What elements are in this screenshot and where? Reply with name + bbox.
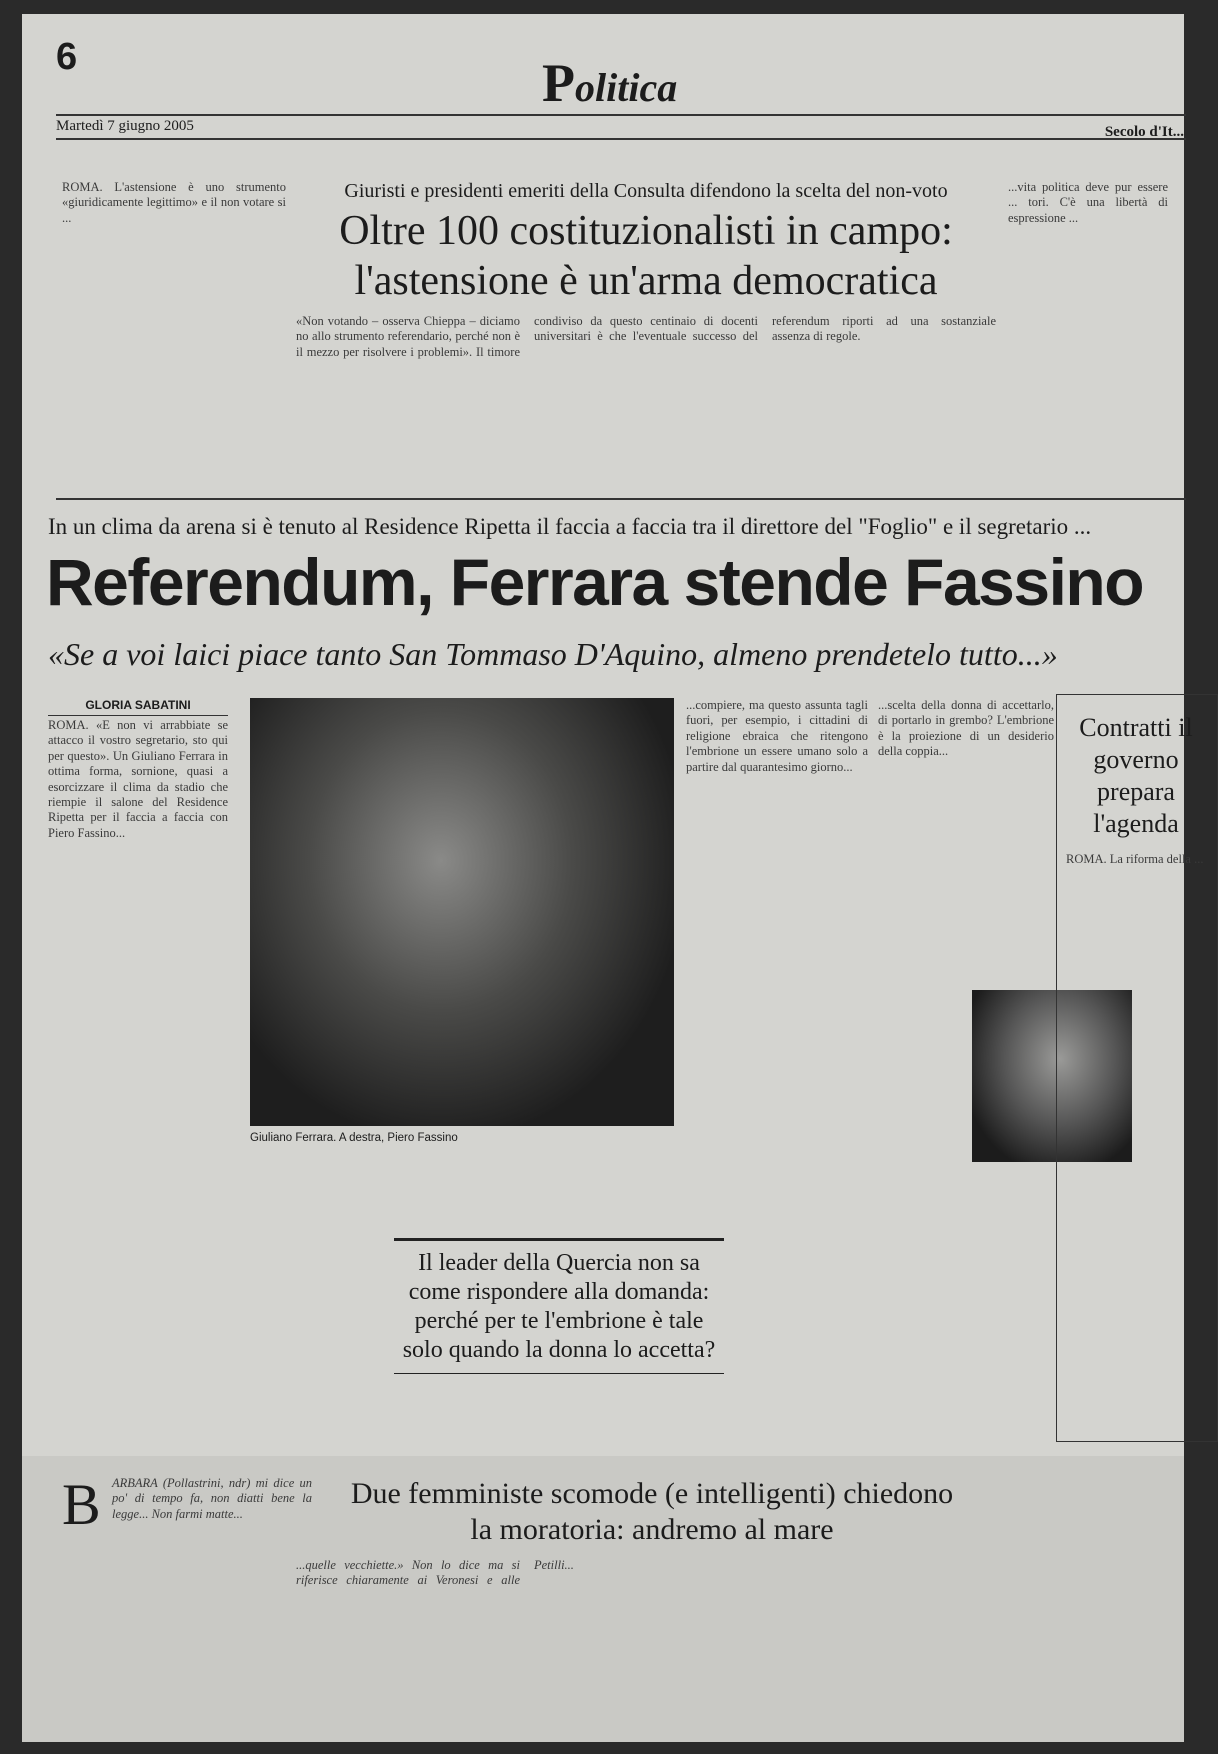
newspaper-page [22,14,1204,1742]
page-number: 6 [56,36,78,78]
bottom-left-column: ARBARA (Pollastrini, ndr) mi dice un po' di tempo fa, non diatti bene la legge... Non farmi matte... [112,1476,312,1521]
top-section-rule [56,498,1186,500]
top-kicker: Giuristi e presidenti emeriti della Consulta difendono la scelta del non-voto [344,180,948,202]
section-initial: P [542,53,575,113]
byline: GLORIA SABATINI [48,698,228,716]
photo-caption: Giuliano Ferrara. A destra, Piero Fassino [250,1132,458,1144]
bottom-headline: Due femministe scomode (e intelligenti) chiedono la moratoria: andremo al mare [350,1477,954,1546]
drop-cap: B [62,1472,101,1537]
main-column-1: ROMA. «E non vi arrabbiate se attacco il vostro segretario, sto qui per questo». Un Giuliano Ferrara in ottima forma, sornione, quasi a esorcizzare il clima da stadio che riempie il salone del Residence Ripetta per il faccia a faccia con Piero Fassino... [48,718,228,840]
section-title [542,52,677,114]
top-article-body: «Non votando – osserva Chieppa – diciamo no allo strumento referendario, perché non è il mezzo per risolvere i problemi». Il timore condiviso da questo centinaio di docenti universitari è che l'eventuale successo del referendum riporti ad una sostanziale assenza di regole. [296,314,996,359]
sidebar-title: Contratti il governo prepara l'agenda [1079,713,1193,838]
pull-quote: Il leader della Quercia non sa come rispondere alla domanda: perché per te l'embrione è tale solo quando la donna lo accetta? [394,1238,724,1374]
section-title-rest: olitica [575,65,678,110]
main-column-mid: ...compiere, ma questo assunta tagli fuori, per esempio, i cittadini di religione ebraica che ritengono l'embrione un essere umano solo a partire dal quarantesimo giorno... [686,698,868,774]
main-kicker: In un clima da arena si è tenuto al Residence Ripetta il faccia a faccia tra il direttore del "Foglio" e il segretario ... [48,514,1092,539]
main-column-right: ...scelta della donna di accettarlo, di portarlo in grembo? L'embrione è la proiezione di un desiderio della coppia... [878,698,1054,759]
top-left-column: ROMA. L'astensione è uno strumento «giuridicamente legittimo» e il non votare si ... [62,180,286,225]
header-rule [56,114,1186,116]
sidebar-body: ROMA. La riforma della ... [1066,852,1204,866]
top-headline: Oltre 100 costituzionalisti in campo: l'astensione è un'arma democratica [339,208,953,304]
dateline: Martedì 7 giugno 2005 [56,118,194,134]
bottom-article-body: ...quelle vecchiette.» Non lo dice ma si riferisce chiaramente ai Veronesi e alle Petilli... [296,1558,574,1588]
dateline-rule [56,138,1186,140]
top-right-column: ...vita politica deve pur essere ... tori. C'è una libertà di espressione ... [1008,180,1168,225]
photo-giuliano-ferrara [250,698,674,1126]
main-subhead: «Se a voi laici piace tanto San Tommaso D'Aquino, almeno prendetelo tutto...» [48,636,1058,672]
main-headline: Referendum, Ferrara stende Fassino [46,545,1144,619]
masthead-right: Secolo d'It... [1104,124,1184,140]
